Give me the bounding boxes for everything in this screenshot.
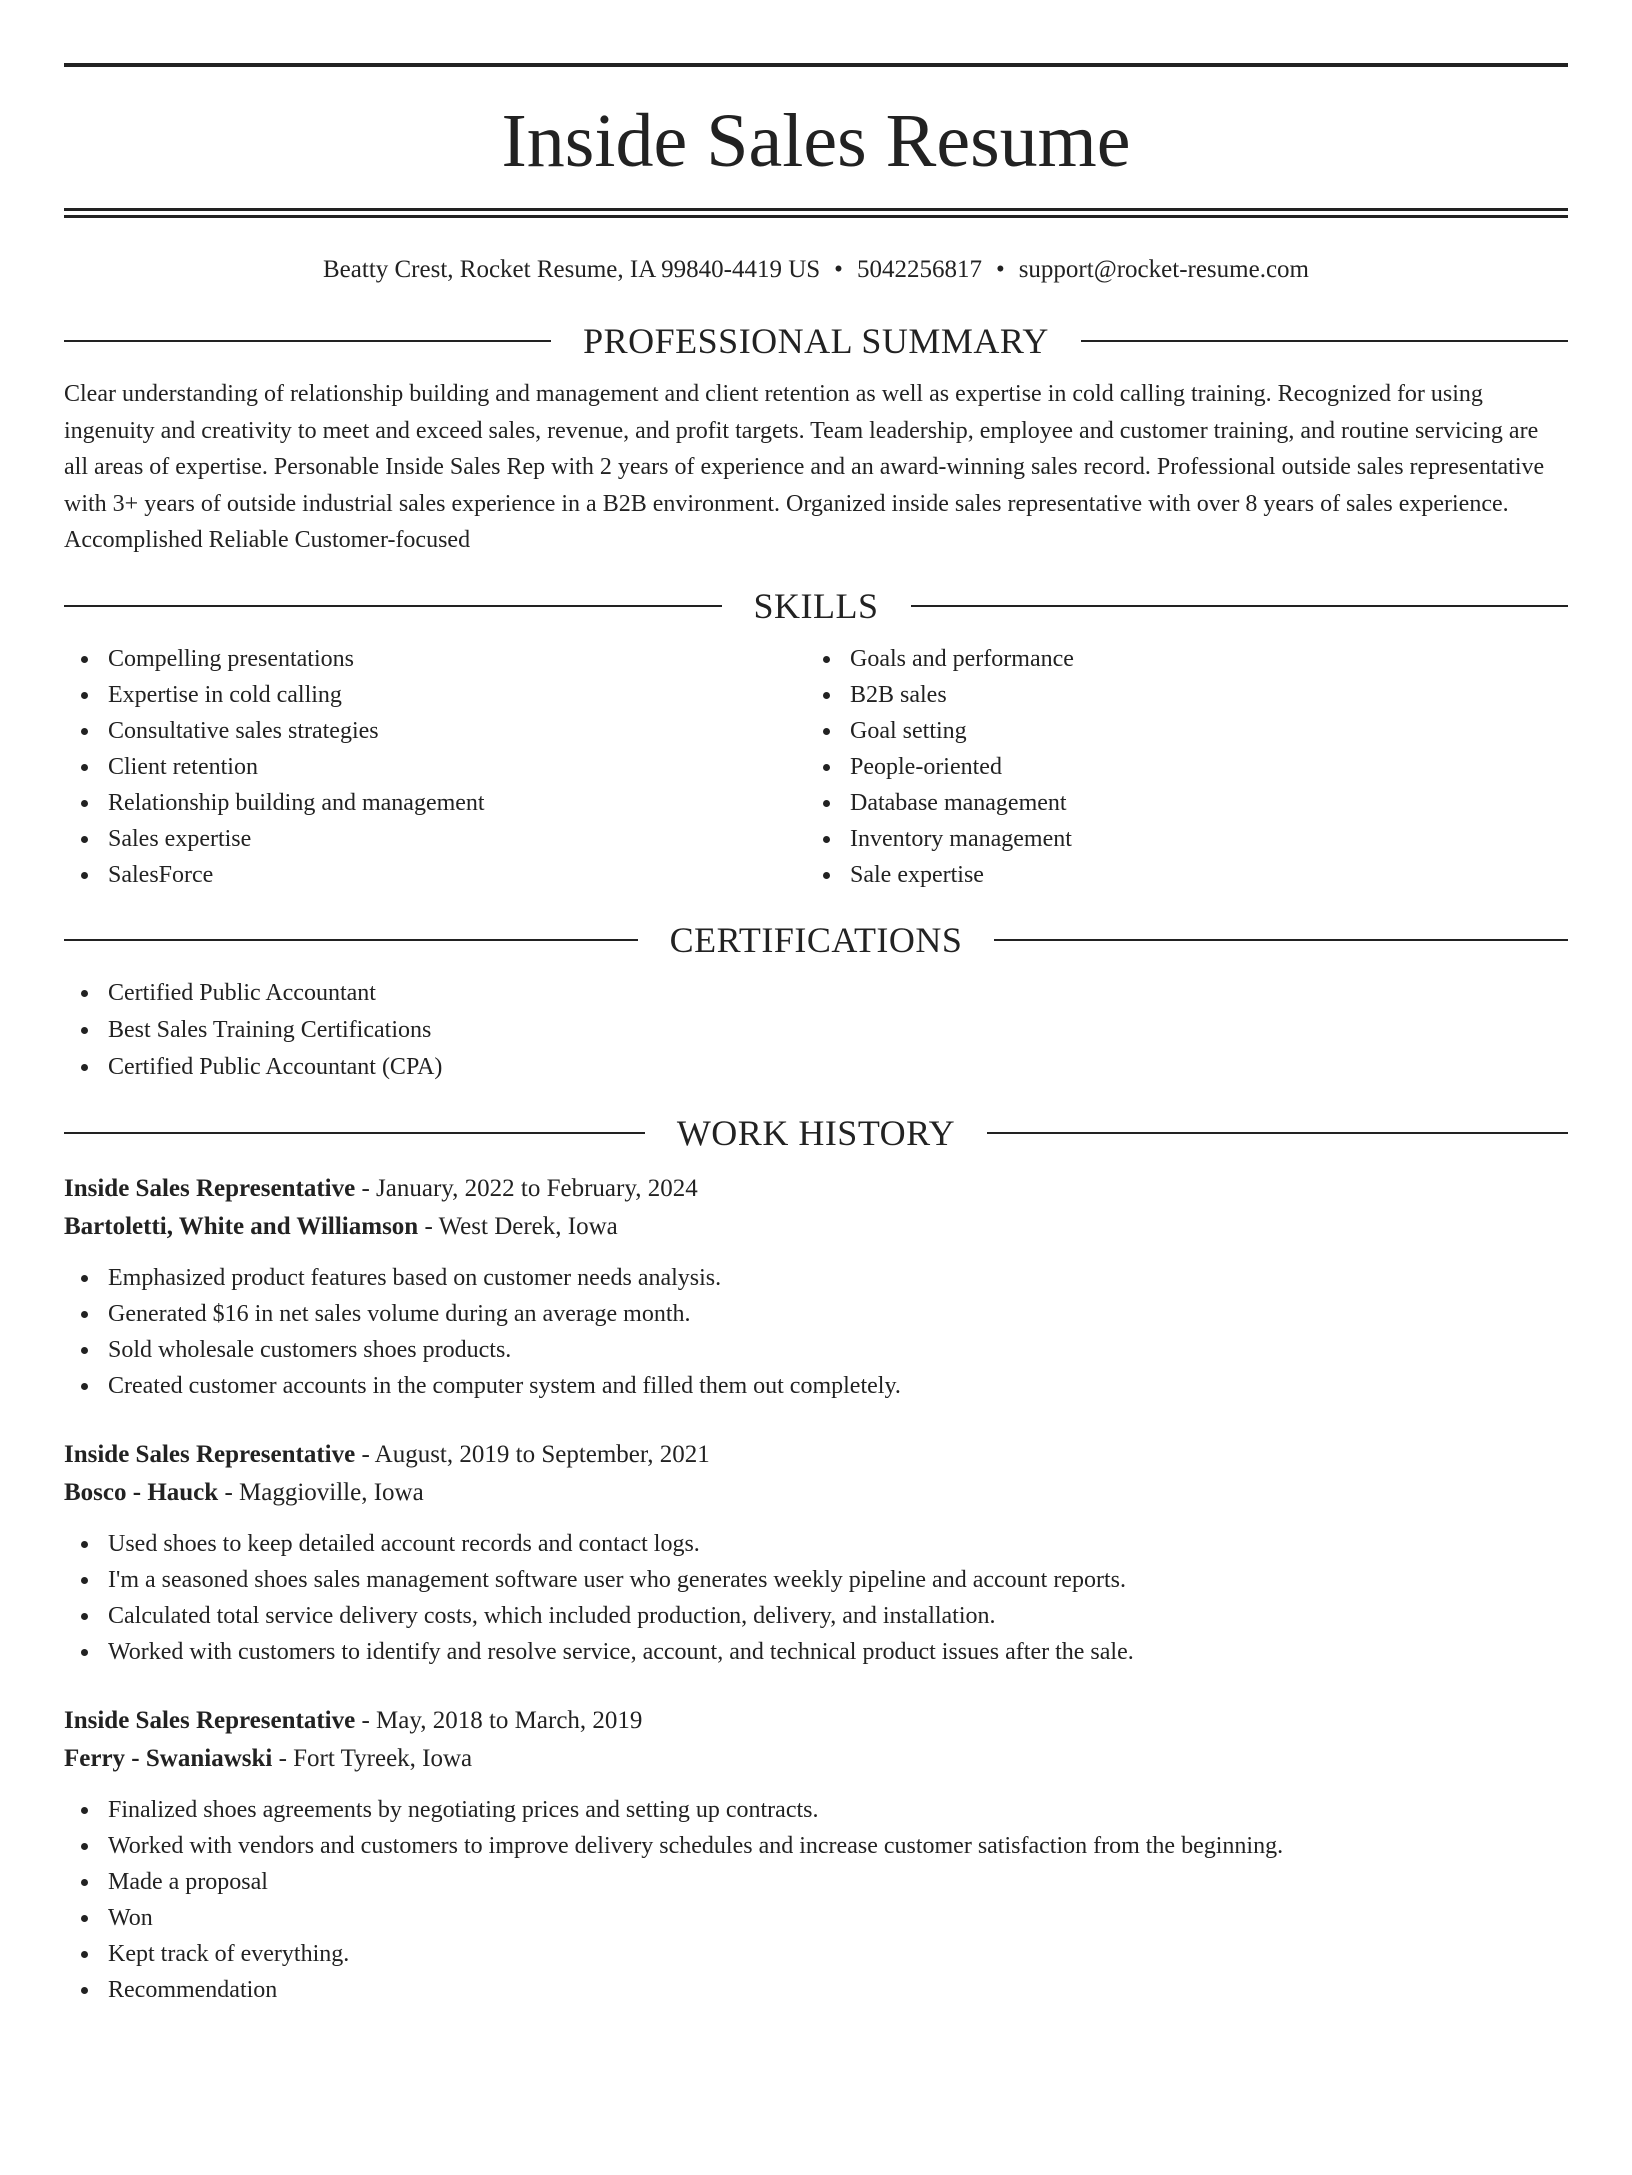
contact-line [64,255,1568,285]
job-location: - Maggioville, Iowa [218,1478,424,1506]
skill-item: Consultative sales strategies [64,713,806,749]
job-company-line [64,1474,1568,1512]
title-double-rule [64,208,1568,218]
section-title: PROFESSIONAL SUMMARY [583,321,1049,361]
skill-item: Compelling presentations [64,641,806,677]
job-title: Inside Sales Representative [64,1706,356,1734]
heading-rule-left [64,605,722,607]
job-company: Ferry - Swaniawski [64,1744,273,1772]
certification-item: Best Sales Training Certifications [64,1012,1568,1049]
job-bullet: Generated $16 in net sales volume during an average month. [64,1296,1568,1332]
contact-address: Beatty Crest, Rocket Resume, IA 99840-4419 US [323,256,821,283]
job-entry [64,1170,1568,1404]
contact-separator: • [995,256,1005,283]
job-bullets [64,1792,1568,2008]
skill-item: Sales expertise [64,821,806,857]
job-title: Inside Sales Representative [64,1174,356,1202]
job-bullet: I'm a seasoned shoes sales management software user who generates weekly pipeline and account reports. [64,1562,1568,1598]
section-heading-certifications [64,919,1568,961]
job-bullet: Finalized shoes agreements by negotiating prices and setting up contracts. [64,1792,1568,1828]
summary-text: Clear understanding of relationship building and management and client retention as well as expertise in cold calling training. Recognized for using ingenuity and creativity to meet and exceed sales, revenue, and profit targets. Team leadership, employee and customer training, and routine servicing are all areas of expertise. Personable Inside Sales Rep with 2 years of experience and an award-winning sales record. Professional outside sales representative with 3+ years of outside industrial sales experience in a B2B environment. Organized inside sales representative with over 8 years of sales experience. Accomplished Reliable Customer-focused [64,381,1545,553]
certifications-list [64,975,1568,1086]
job-location: - Fort Tyreek, Iowa [272,1744,473,1772]
section-title: CERTIFICATIONS [669,919,963,960]
job-company: Bosco - Hauck [64,1478,219,1506]
job-bullet: Worked with customers to identify and resolve service, account, and technical product issues after the sale. [64,1634,1568,1670]
job-entry [64,1436,1568,1670]
skill-item: Relationship building and management [64,785,806,821]
skills-column-left [64,641,806,893]
contact-email[interactable]: support@rocket-resume.com [1018,256,1309,283]
section-title: SKILLS [753,585,879,626]
skills-list [64,641,1568,893]
heading-rule-right [994,939,1568,941]
heading-rule-left [64,939,638,941]
skill-item: Client retention [64,749,806,785]
job-bullet: Recommendation [64,1972,1568,2008]
job-title-line [64,1436,1568,1474]
skill-item: B2B sales [806,677,1548,713]
job-bullet: Won [64,1900,1568,1936]
heading-rule-right [1081,340,1568,342]
skill-item: SalesForce [64,857,806,893]
section-title: WORK HISTORY [676,1112,956,1153]
skill-item: Sale expertise [806,857,1548,893]
job-bullet: Emphasized product features based on customer needs analysis. [64,1260,1568,1296]
top-rule [64,63,1568,67]
skill-item: People-oriented [806,749,1548,785]
skill-item: Inventory management [806,821,1548,857]
resume-page [0,63,1632,2175]
job-entry [64,1702,1568,2008]
job-bullet: Sold wholesale customers shoes products. [64,1332,1568,1368]
job-title-line [64,1702,1568,1740]
resume-title: Inside Sales Resume [501,99,1131,183]
job-bullet: Used shoes to keep detailed account records and contact logs. [64,1526,1568,1562]
skills-column-right [806,641,1548,893]
job-location: - West Derek, Iowa [418,1212,618,1240]
job-bullets [64,1526,1568,1670]
job-dates: - August, 2019 to September, 2021 [355,1440,710,1468]
job-bullet: Created customer accounts in the computer system and filled them out completely. [64,1368,1568,1404]
job-bullet: Worked with vendors and customers to improve delivery schedules and increase customer satisfaction from the beginning. [64,1828,1568,1864]
skill-item: Database management [806,785,1548,821]
section-heading-summary [64,320,1568,362]
job-dates: - May, 2018 to March, 2019 [355,1706,643,1734]
job-bullets [64,1260,1568,1404]
job-bullet: Kept track of everything. [64,1936,1568,1972]
heading-rule-right [987,1132,1568,1134]
heading-rule-left [64,340,551,342]
job-company: Bartoletti, White and Williamson [64,1212,419,1240]
job-dates: - January, 2022 to February, 2024 [355,1174,698,1202]
section-heading-skills [64,585,1568,627]
certification-item: Certified Public Accountant (CPA) [64,1049,1568,1086]
job-title: Inside Sales Representative [64,1440,356,1468]
section-heading-work-history [64,1112,1568,1154]
contact-phone[interactable]: 5042256817 [856,256,982,283]
skill-item: Goal setting [806,713,1548,749]
heading-rule-left [64,1132,645,1134]
job-bullet: Calculated total service delivery costs, which included production, delivery, and installation. [64,1598,1568,1634]
certification-item: Certified Public Accountant [64,975,1568,1012]
job-company-line [64,1208,1568,1246]
skill-item: Expertise in cold calling [64,677,806,713]
heading-rule-right [911,605,1569,607]
job-company-line [64,1740,1568,1778]
job-bullet: Made a proposal [64,1864,1568,1900]
job-title-line [64,1170,1568,1208]
contact-separator: • [834,256,843,283]
skill-item: Goals and performance [806,641,1548,677]
